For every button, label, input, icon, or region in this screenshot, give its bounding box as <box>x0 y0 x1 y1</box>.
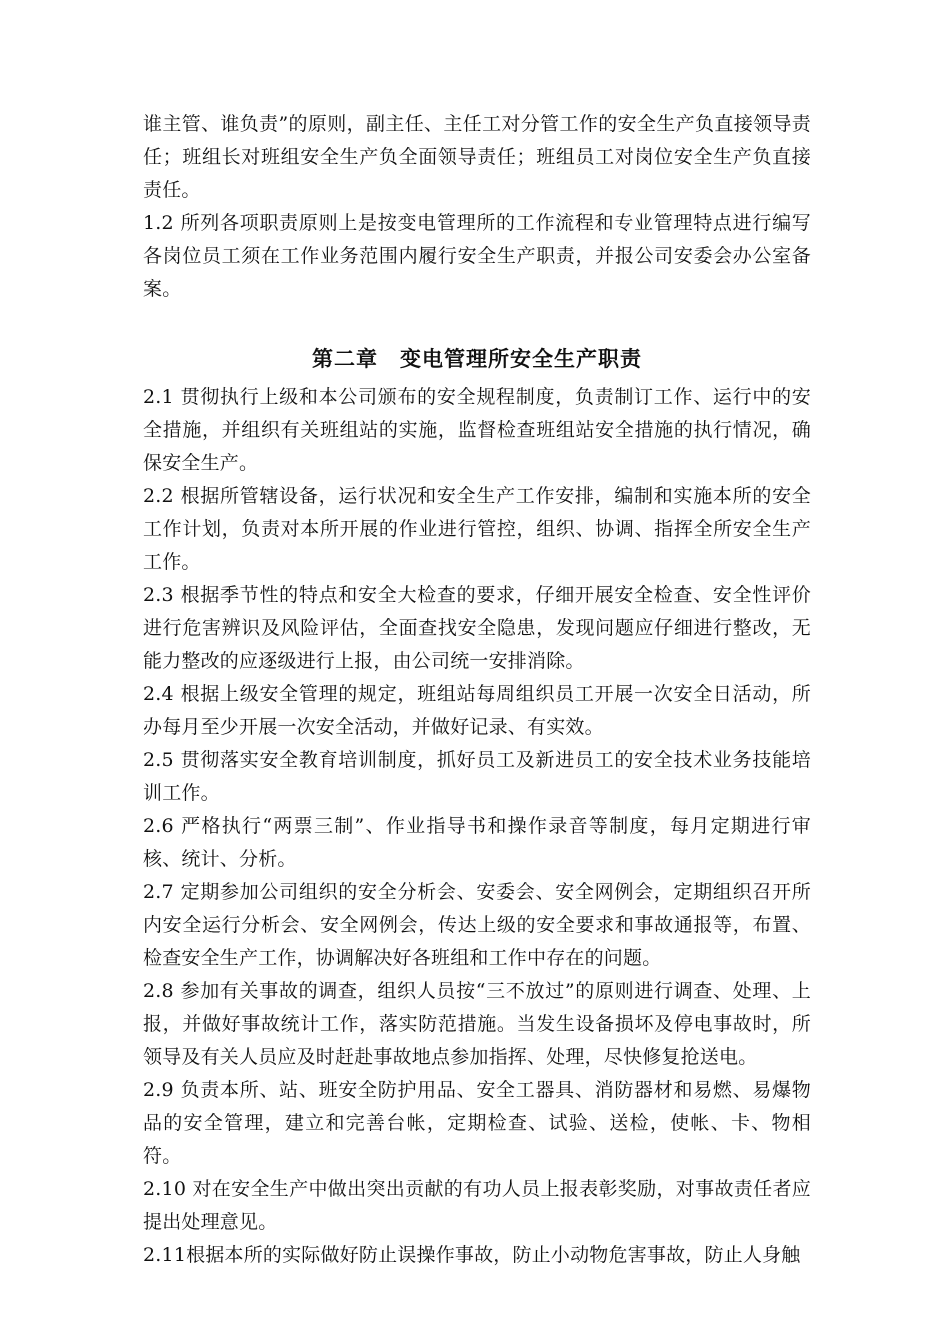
section-paragraph: 2.5 贯彻落实安全教育培训制度，抓好员工及新进员工的安全技术业务技能培训工作。 <box>143 749 811 804</box>
section-paragraph: 2.2 根据所管辖设备，运行状况和安全生产工作安排，编制和实施本所的安全工作计划，负责对本所开展的作业进行管控，组织、协调、指挥全所安全生产工作。 <box>143 485 811 573</box>
section-paragraph: 2.9 负责本所、站、班安全防护用品、安全工器具、消防器材和易燃、易爆物品的安全管理，建立和完善台帐，定期检查、试验、送检，使帐、卡、物相符。 <box>143 1079 811 1167</box>
section-paragraph: 2.4 根据上级安全管理的规定，班组站每周组织员工开展一次安全日活动，所办每月至少开展一次安全活动，并做好记录、有实效。 <box>143 683 811 738</box>
section-paragraph: 2.7 定期参加公司组织的安全分析会、安委会、安全网例会，定期组织召开所内安全运行分析会、安全网例会，传达上级的安全要求和事故通报等，布置、检查安全生产工作，协调解决好各班组和工作中存在的问题。 <box>143 881 811 969</box>
intro-paragraph: 谁主管、谁负责”的原则，副主任、主任工对分管工作的安全生产负直接领导责任；班组长对班组安全生产负全面领导责任；班组员工对岗位安全生产负直接责任。 <box>143 113 811 201</box>
chapter-heading <box>143 341 811 377</box>
section-paragraph: 2.10 对在安全生产中做出突出贡献的有功人员上报表彰奖励，对事故责任者应提出处理意见。 <box>143 1178 811 1233</box>
section-paragraph: 2.1 贯彻执行上级和本公司颁布的安全规程制度，负责制订工作、运行中的安全措施，并组织有关班组站的实施，监督检查班组站安全措施的执行情况，确保安全生产。 <box>143 386 811 474</box>
chapter-number: 第二章 <box>312 347 378 371</box>
chapter-title: 变电管理所安全生产职责 <box>400 347 642 371</box>
section-paragraph: 2.11根据本所的实际做好防止误操作事故，防止小动物危害事故，防止人身触 <box>143 1244 801 1266</box>
document-page <box>143 108 811 1272</box>
intro-paragraph: 1.2 所列各项职责原则上是按变电管理所的工作流程和专业管理特点进行编写各岗位员工须在工作业务范围内履行安全生产职责，并报公司安委会办公室备案。 <box>143 212 811 300</box>
section-paragraph: 2.6 严格执行“两票三制”、作业指导书和操作录音等制度，每月定期进行审核、统计、分析。 <box>143 815 811 870</box>
section-paragraph: 2.3 根据季节性的特点和安全大检查的要求，仔细开展安全检查、安全性评价进行危害辨识及风险评估，全面查找安全隐患，发现问题应仔细进行整改，无能力整改的应逐级进行上报，由公司统一安排消除。 <box>143 584 811 672</box>
section-paragraph: 2.8 参加有关事故的调查，组织人员按“三不放过”的原则进行调查、处理、上报，并做好事故统计工作，落实防范措施。当发生设备损坏及停电事故时，所领导及有关人员应及时赶赴事故地点参加指挥、处理，尽快修复抢送电。 <box>143 980 811 1068</box>
